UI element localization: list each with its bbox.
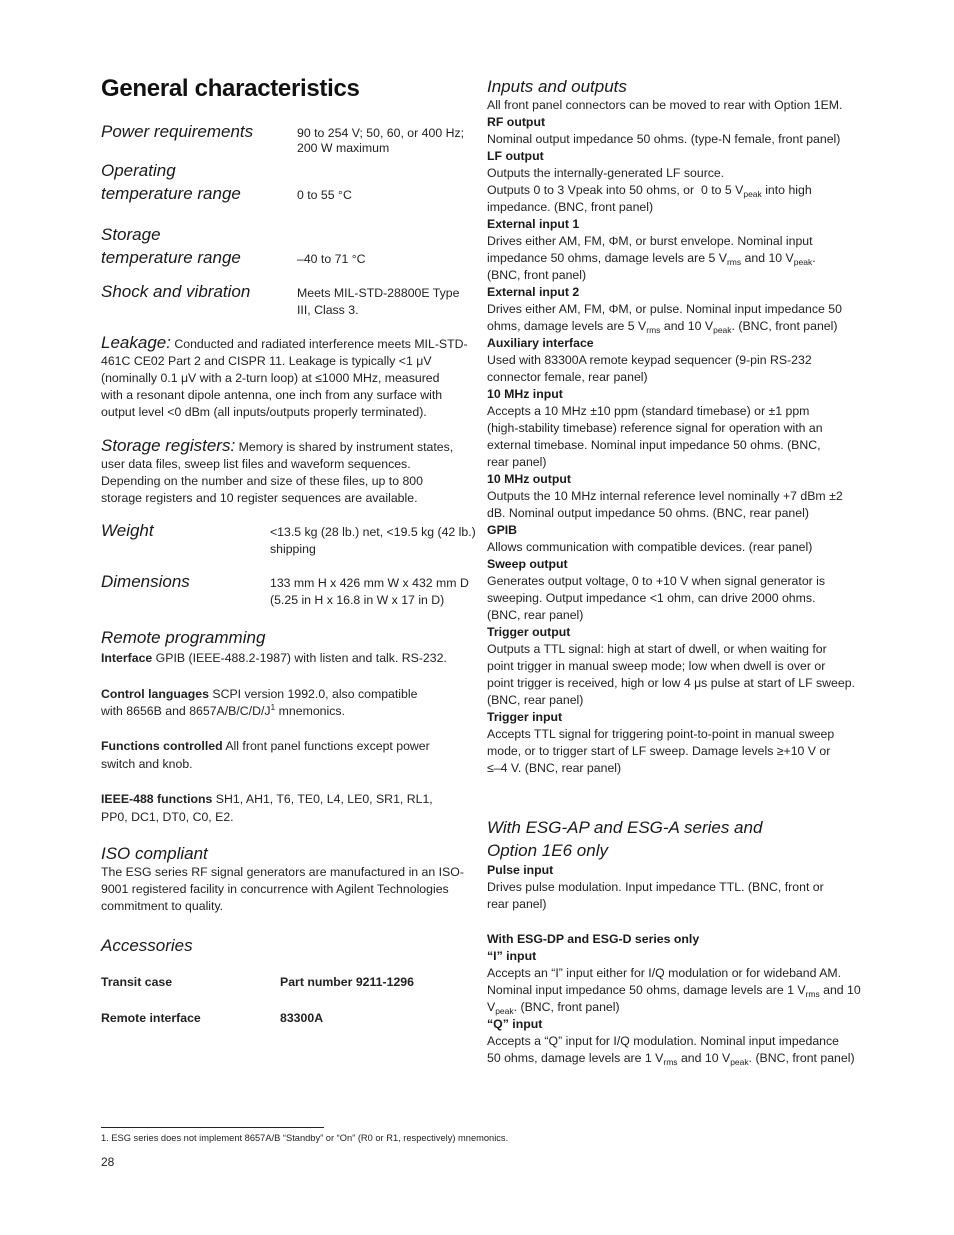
weight-value xyxy=(270,524,476,558)
shock-value xyxy=(297,285,459,319)
text-line: . (BNC, front panel) xyxy=(513,1000,620,1014)
registers-line: storage registers and 10 register sequences are available. xyxy=(101,491,418,505)
registers-paragraph xyxy=(101,437,471,507)
text-line: . xyxy=(812,251,816,265)
remote-interface-text: GPIB (IEEE-488.2-1987) with listen and talk. RS-232. xyxy=(152,651,447,665)
iq-section xyxy=(487,931,867,1067)
iso-line: The ESG series RF signal generators are manufactured in an ISO- xyxy=(101,865,464,879)
leakage-line: output level <0 dBm (all inputs/outputs properly terminated). xyxy=(101,405,427,419)
text-line: and 10 xyxy=(819,983,861,997)
text-line: Outputs 0 to 3 Vpeak into 50 ohms, or 0 to 5 V xyxy=(487,183,744,197)
sweep-output-text xyxy=(487,573,867,624)
remote-interface-label: Interface xyxy=(101,651,153,665)
weight-value-line: shipping xyxy=(270,542,316,556)
remote-functions-label: Functions controlled xyxy=(101,739,223,753)
trigger-output-text xyxy=(487,641,867,709)
leakage-line: Conducted and radiated interference meets MIL-STD- xyxy=(174,337,468,351)
remote-control-text: with 8656B and 8657A/B/C/D/J xyxy=(101,704,271,718)
subscript: rms xyxy=(663,1057,678,1067)
dimensions-value xyxy=(270,575,469,609)
text-line: and 10 V xyxy=(660,319,714,333)
text-line: (BNC, rear panel) xyxy=(487,693,584,707)
optemp-label-1: Operating xyxy=(101,161,176,180)
text-line: Accepts TTL signal for triggering point-to-point in manual sweep xyxy=(487,727,835,741)
subscript: rms xyxy=(646,325,661,335)
leakage-line: (nominally 0.1 μV with a 2-turn loop) at ≤1000 MHz, measured xyxy=(101,371,440,385)
io-section xyxy=(487,97,867,777)
remote-functions xyxy=(101,737,430,773)
shock-label: Shock and vibration xyxy=(101,282,251,301)
accessory-name: Transit case xyxy=(101,975,173,989)
aux-interface-label: Auxiliary interface xyxy=(487,336,594,350)
text-line: sweeping. Output impedance <1 ohm, can drive 2000 ohms. xyxy=(487,591,816,605)
remote-interface xyxy=(101,650,447,667)
aux-interface-text xyxy=(487,352,867,386)
text-line: rear panel) xyxy=(487,455,547,469)
leakage-paragraph xyxy=(101,334,471,421)
leakage-label: Leakage: xyxy=(101,333,171,352)
text-line: Drives either AM, FM, ΦM, or pulse. Nominal input impedance 50 xyxy=(487,302,842,316)
lf-output-text xyxy=(487,165,867,216)
iso-line: 9001 registered facility in concurrence with Agilent Technologies xyxy=(101,882,449,896)
weight-value-line: <13.5 kg (28 lb.) net, <19.5 kg (42 lb.) xyxy=(270,525,476,539)
lf-output-label: LF output xyxy=(487,149,544,163)
gpib-text: Allows communication with compatible devices. (rear panel) xyxy=(487,540,813,554)
text-line: . (BNC, front panel) xyxy=(731,319,838,333)
q-input-text xyxy=(487,1033,867,1067)
text-line: dB. Nominal output impedance 50 ohms. (BNC, rear panel) xyxy=(487,506,809,520)
i-input-label: “I” input xyxy=(487,949,537,963)
leakage-line: 461C CE02 Part 2 and CISPR 11. Leakage is typically <1 μV xyxy=(101,354,432,368)
text-line: Accepts an “I” input either for I/Q modulation or for wideband AM. xyxy=(487,966,842,980)
shock-value-line: Meets MIL-STD-28800E Type xyxy=(297,286,460,300)
text-line: point trigger in manual sweep mode; low when dwell is over or xyxy=(487,659,826,673)
footnote-divider xyxy=(101,1127,324,1128)
text-line: . (BNC, front panel) xyxy=(748,1051,855,1065)
registers-line: user data files, sweep list files and waveform sequences. xyxy=(101,457,411,471)
pulse-input-text xyxy=(487,879,867,913)
10mhz-output-label: 10 MHz output xyxy=(487,472,572,486)
subscript: peak xyxy=(713,325,732,335)
registers-line: Depending on the number and size of these files, up to 800 xyxy=(101,474,423,488)
subscript: peak xyxy=(743,189,762,199)
remote-functions-text: All front panel functions except power xyxy=(222,739,430,753)
iso-line: commitment to quality. xyxy=(101,899,224,913)
shock-value-line: III, Class 3. xyxy=(297,303,359,317)
accessory-value: Part number 9211-1296 xyxy=(280,975,414,989)
rf-output-label: RF output xyxy=(487,115,546,129)
sweep-output-label: Sweep output xyxy=(487,557,568,571)
page-title: General characteristics xyxy=(101,75,360,102)
gpib-label: GPIB xyxy=(487,523,518,537)
ext-input-2-text xyxy=(487,301,867,335)
text-line: and 10 V xyxy=(741,251,794,265)
dimensions-value-line: (5.25 in H x 16.8 in W x 17 in D) xyxy=(270,593,445,607)
text-line: Used with 83300A remote keypad sequencer (9-pin RS-232 xyxy=(487,353,812,367)
i-input-text xyxy=(487,965,867,1016)
text-line: (high-stability timebase) reference signal for operation with an xyxy=(487,421,823,435)
trigger-output-label: Trigger output xyxy=(487,625,571,639)
text-line: and 10 V xyxy=(677,1051,731,1065)
trigger-input-text xyxy=(487,726,867,777)
power-label: Power requirements xyxy=(101,122,254,141)
dimensions-value-line: 133 mm H x 426 mm W x 432 mm D xyxy=(270,576,469,590)
text-line: point trigger is received, high or low 4 μs pulse at start of LF sweep. xyxy=(487,676,855,690)
remote-heading: Remote programming xyxy=(101,628,266,647)
q-input-label: “Q” input xyxy=(487,1017,543,1031)
remote-ieee xyxy=(101,790,433,826)
power-value-line: 200 W maximum xyxy=(297,141,390,155)
text-line: impedance. (BNC, front panel) xyxy=(487,200,654,214)
text-line: external timebase. Nominal input impedance 50 ohms. (BNC, xyxy=(487,438,821,452)
esg-ap-heading-line-1: With ESG-AP and ESG-A series and xyxy=(487,818,763,837)
text-line: 50 ohms, damage levels are 1 V xyxy=(487,1051,664,1065)
text-line: Accepts a 10 MHz ±10 ppm (standard timebase) or ±1 ppm xyxy=(487,404,810,418)
text-line: Outputs the internally-generated LF source. xyxy=(487,166,725,180)
text-line: connector female, rear panel) xyxy=(487,370,648,384)
text-line: impedance 50 ohms, damage levels are 5 V xyxy=(487,251,727,265)
text-line: ohms, damage levels are 5 V xyxy=(487,319,647,333)
page-number: 28 xyxy=(101,1155,115,1169)
esg-dp-heading: With ESG-DP and ESG-D series only xyxy=(487,932,700,946)
text-line: Accepts a “Q” input for I/Q modulation. Nominal input impedance xyxy=(487,1034,839,1048)
power-value-line: 90 to 254 V; 50, 60, or 400 Hz; xyxy=(297,126,465,140)
storage-label-2: temperature range xyxy=(101,248,241,267)
text-line: Drives pulse modulation. Input impedance TTL. (BNC, front or xyxy=(487,880,824,894)
ext-input-1-label: External input 1 xyxy=(487,217,580,231)
remote-ieee-text: SH1, AH1, T6, TE0, L4, LE0, SR1, RL1, xyxy=(212,792,433,806)
text-line: Drives either AM, FM, ΦM, or burst envelope. Nominal input xyxy=(487,234,813,248)
accessory-name: Remote interface xyxy=(101,1011,201,1025)
accessories-heading: Accessories xyxy=(101,936,193,955)
remote-control-text: mnemonics. xyxy=(275,704,345,718)
ext-input-1-text xyxy=(487,233,867,284)
power-value xyxy=(297,126,464,156)
io-heading: Inputs and outputs xyxy=(487,77,627,96)
remote-control xyxy=(101,686,417,720)
text-line: V xyxy=(487,1000,496,1014)
remote-ieee-label: IEEE-488 functions xyxy=(101,792,213,806)
text-line: Outputs the 10 MHz internal reference level nominally +7 dBm ±2 xyxy=(487,489,843,503)
10mhz-input-text xyxy=(487,403,867,471)
10mhz-input-label: 10 MHz input xyxy=(487,387,563,401)
rf-output-text: Nominal output impedance 50 ohms. (type-N female, front panel) xyxy=(487,132,841,146)
text-line: Nominal input impedance 50 ohms, damage levels are 1 V xyxy=(487,983,806,997)
optemp-value: 0 to 55 °C xyxy=(297,188,352,202)
storage-label-1: Storage xyxy=(101,225,161,244)
text-line: (BNC, front panel) xyxy=(487,268,587,282)
optemp-label-2: temperature range xyxy=(101,184,241,203)
text-line: into high xyxy=(761,183,812,197)
text-line: mode, or to trigger start of LF sweep. Damage levels ≥+10 V or xyxy=(487,744,831,758)
footnote-ref: 1 xyxy=(270,702,276,712)
subscript: rms xyxy=(726,257,742,267)
pulse-input-label: Pulse input xyxy=(487,863,554,877)
text-line: Outputs a TTL signal: high at start of dwell, or when waiting for xyxy=(487,642,827,656)
text-line: Generates output voltage, 0 to +10 V when signal generator is xyxy=(487,574,826,588)
leakage-line: with a resonant dipole antenna, one inch from any surface with xyxy=(101,388,443,402)
remote-functions-text: switch and knob. xyxy=(101,757,193,771)
ext-input-2-label: External input 2 xyxy=(487,285,580,299)
subscript: peak xyxy=(495,1006,514,1016)
remote-ieee-text: PP0, DC1, DT0, C0, E2. xyxy=(101,810,234,824)
iso-paragraph xyxy=(101,864,464,915)
remote-control-text: SCPI version 1992.0, also compatible xyxy=(208,687,418,701)
pulse-section xyxy=(487,862,867,913)
esg-ap-heading-line-2: Option 1E6 only xyxy=(487,841,608,860)
text-line: rear panel) xyxy=(487,897,547,911)
footnote: 1. ESG series does not implement 8657A/B “Standby” or “On” (R0 or R1, respectively) mnemonics. xyxy=(101,1133,509,1143)
subscript: peak xyxy=(793,257,813,267)
accessory-value: 83300A xyxy=(280,1011,324,1025)
registers-label: Storage registers: xyxy=(101,436,236,455)
subscript: peak xyxy=(730,1057,749,1067)
weight-label: Weight xyxy=(101,521,154,540)
dimensions-label: Dimensions xyxy=(101,572,190,591)
remote-control-label: Control languages xyxy=(101,687,209,701)
subscript: rms xyxy=(805,989,820,999)
text-line: ≤–4 V. (BNC, rear panel) xyxy=(487,761,622,775)
storage-value: –40 to 71 °C xyxy=(297,252,366,266)
10mhz-output-text xyxy=(487,488,867,522)
io-intro: All front panel connectors can be moved to rear with Option 1EM. xyxy=(487,98,843,112)
iso-heading: ISO compliant xyxy=(101,844,208,863)
trigger-input-label: Trigger input xyxy=(487,710,563,724)
text-line: (BNC, rear panel) xyxy=(487,608,584,622)
registers-line: Memory is shared by instrument states, xyxy=(238,440,454,454)
